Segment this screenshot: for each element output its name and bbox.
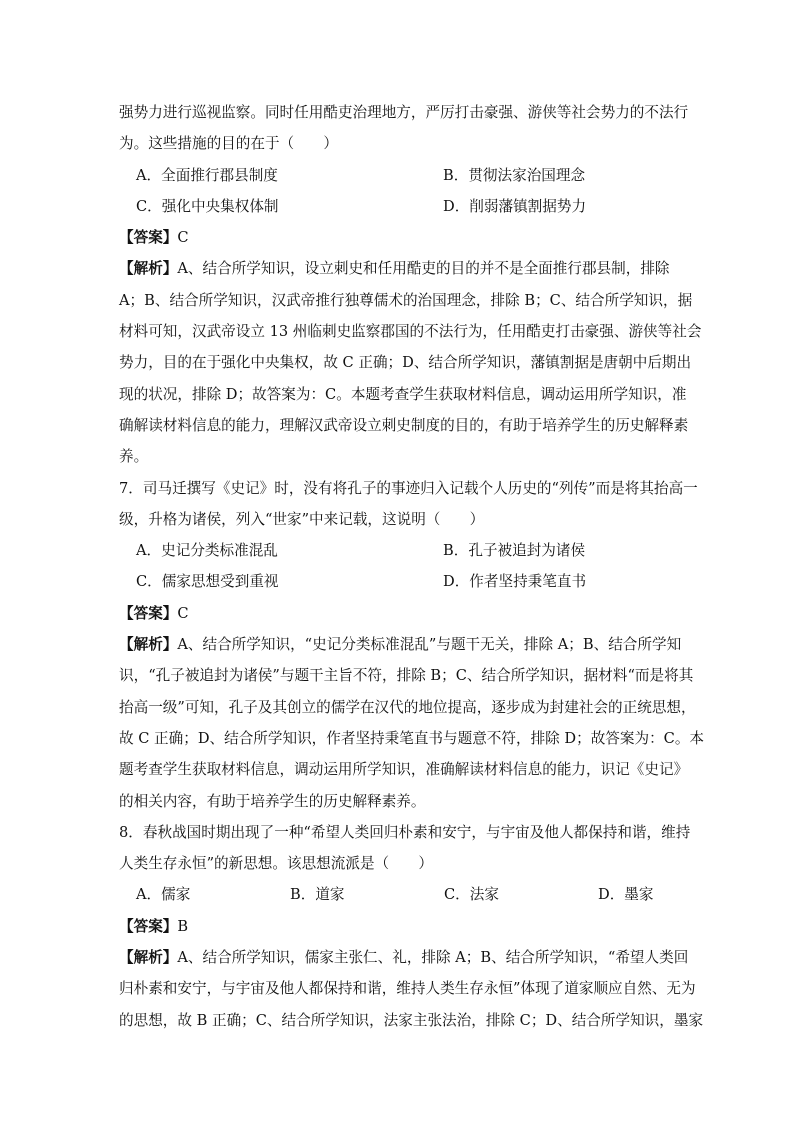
analysis-text: A、结合所学知识，儒家主张仁、礼，排除 A；B、结合所学知识，“希望人类回: [177, 949, 689, 967]
answer-label: 【答案】: [119, 917, 178, 935]
answer-label: 【答案】: [119, 229, 178, 247]
q8-stem-line: 8．春秋战国时期出现了一种“希望人类回归朴素和安宁，与宇宙及他人都保持和谐，维持: [119, 823, 691, 841]
q6-stem-line: 强势力进行巡视监察。同时任用酷吏治理地方，严厉打击豪强、游侠等社会势力的不法行: [119, 104, 689, 121]
q6-option-a: A．全面推行郡县制度: [136, 166, 278, 184]
q8-option-a: A．儒家: [136, 886, 191, 904]
q6-analysis-line: 势力，目的在于强化中央集权，故 C 正确；D、结合所学知识，藩镇割据是唐朝中后期出: [119, 354, 692, 372]
q7-analysis-line: 识，“孔子被追封为诸侯”与题干主旨不符，排除 B；C、结合所学知识，据材料“而是将其: [119, 667, 694, 685]
q7-option-a: A．史记分类标准混乱: [136, 542, 278, 560]
q6-analysis-line: 材料可知，汉武帝设立 13 州临刺史监察郡国的不法行为，任用酷吏打击豪强、游侠等社会: [119, 323, 702, 341]
q6-analysis-line: 现的状况，排除 D；故答案为：C。本题考查学生获取材料信息，调动运用所学知识，准: [119, 385, 687, 403]
q8-option-d: D．墨家: [598, 886, 654, 904]
q8-stem-line: 人类生存永恒”的新思想。该思想流派是（ ）: [119, 855, 433, 873]
q8-option-b: B．道家: [290, 886, 345, 904]
q7-analysis-line: 故 C 正确；D、结合所学知识，作者坚持秉笔直书与题意不符，排除 D；故答案为：C。本: [119, 729, 705, 747]
q7-analysis-line: 的相关内容，有助于培养学生的历史解释素养。: [119, 792, 426, 810]
q6-analysis-line: 养。: [119, 448, 149, 466]
answer-value: B: [177, 917, 189, 935]
q6-options: [119, 160, 683, 223]
q7-option-c: C．儒家思想受到重视: [136, 573, 279, 591]
answer-label: 【答案】: [119, 604, 178, 622]
q7-option-d: D．作者坚持秉笔直书: [443, 573, 587, 591]
answer-value: C: [177, 229, 189, 247]
q6-stem-line: 为。这些措施的目的在于（ ）: [119, 135, 338, 153]
q6-option-c: C．强化中央集权体制: [136, 197, 279, 215]
analysis-text: A、结合所学知识，设立刺史和任用酷吏的目的并不是全面推行郡县制，排除: [177, 260, 670, 278]
q8-analysis-line: [119, 942, 689, 973]
q7-option-b: B．孔子被追封为诸侯: [443, 542, 586, 560]
q7-analysis-line: 题考查学生获取材料信息，调动运用所学知识，准确解读材料信息的能力，识记《史记》: [119, 761, 689, 779]
q8-answer: [119, 911, 683, 942]
q7-answer: [119, 598, 683, 629]
q7-stem-line: 7．司马迁撰写《史记》时，没有将孔子的事迹归入记载个人历史的“列传”而是将其抬高一: [119, 479, 698, 497]
q6-analysis-line: [119, 253, 683, 284]
q8-options: [119, 879, 683, 910]
analysis-label: 【解析】: [119, 949, 178, 967]
analysis-label: 【解析】: [119, 636, 178, 654]
q7-analysis-line: [119, 629, 683, 660]
q7-analysis-line: 抬高一级”可知，孔子及其创立的儒学在汉代的地位提高，逐步成为封建社会的正统思想，: [119, 698, 696, 716]
q6-answer: [119, 222, 683, 253]
q6-option-b: B．贯彻法家治国理念: [443, 166, 586, 184]
q6-option-d: D．削弱藩镇割据势力: [443, 197, 587, 215]
q8-analysis-line: 归朴素和安宁，与宇宙及他人都保持和谐，维持人类生存永恒”体现了道家顺应自然、无为: [119, 980, 696, 998]
answer-value: C: [177, 604, 189, 622]
q6-analysis-line: 确解读材料信息的能力，理解汉武帝设立刺史制度的目的，有助于培养学生的历史解释素: [119, 416, 689, 434]
analysis-text: A、结合所学知识，“史记分类标准混乱”与题干无关，排除 A；B、结合所学知: [177, 636, 682, 654]
q8-option-c: C．法家: [444, 886, 499, 904]
q8-analysis-line: 的思想，故 B 正确；C、结合所学知识，法家主张法治，排除 C；D、结合所学知识，墨家: [119, 1011, 704, 1029]
exam-content: [119, 97, 705, 1036]
analysis-label: 【解析】: [119, 260, 178, 278]
q7-stem-line: 级，升格为诸侯，列入“世家”中来记载，这说明（ ）: [119, 510, 485, 528]
q7-options: [119, 535, 683, 598]
q6-analysis-line: A；B、结合所学知识，汉武帝推行独尊儒术的治国理念，排除 B；C、结合所学知识，据: [119, 291, 693, 309]
